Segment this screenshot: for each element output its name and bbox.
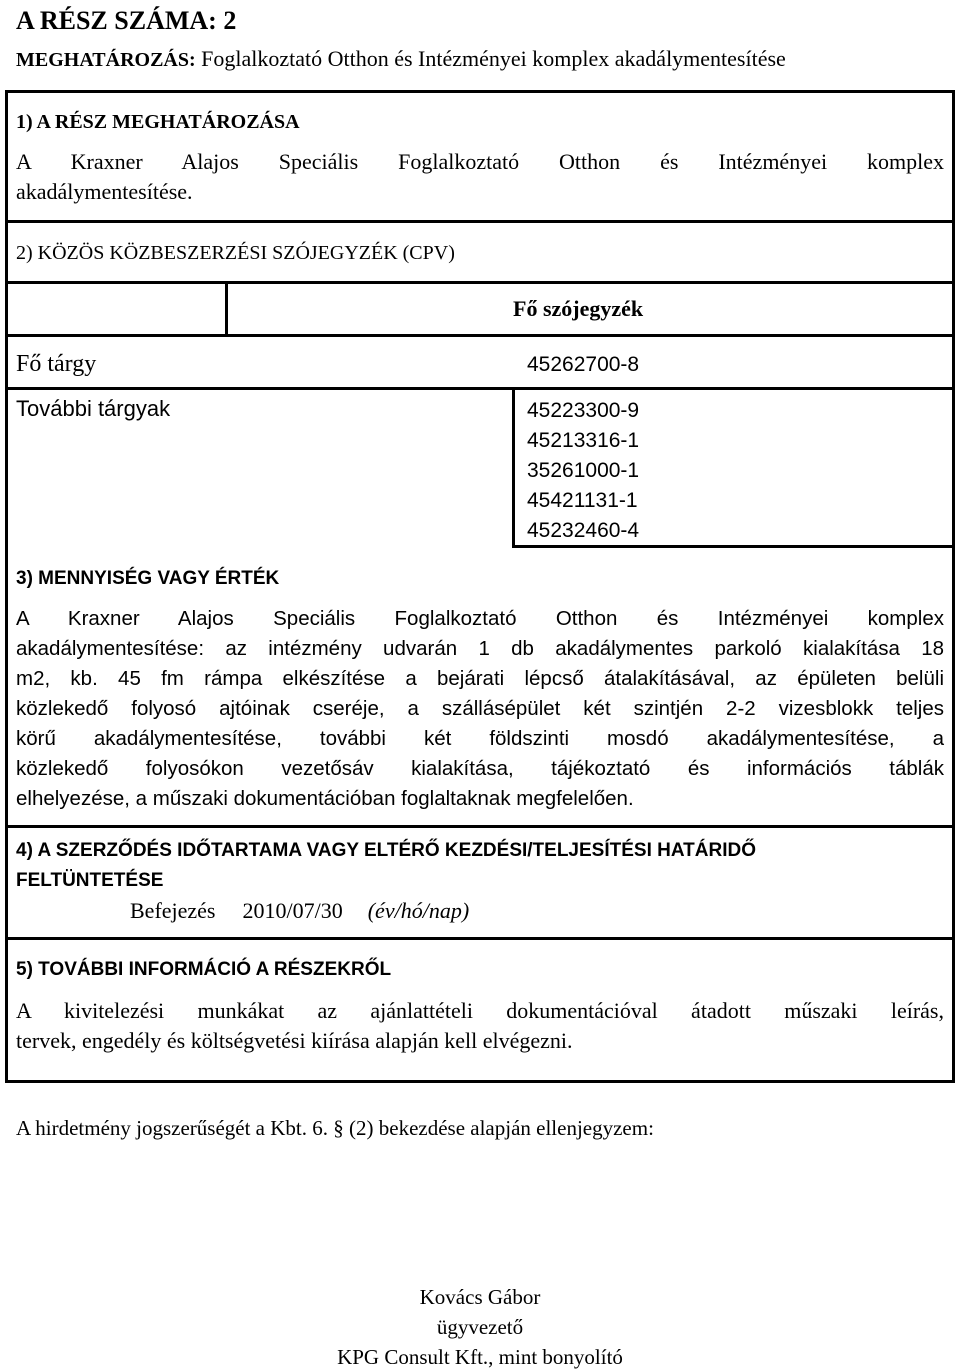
section3-line: közlekedő folyosó ajtóinak cseréje, a szállásépület két szintjén 2-2 vizesblokk teljes: [16, 697, 944, 720]
signer-name: Kovács Gábor: [419, 1285, 541, 1309]
cpv-table-header-bottom: [5, 334, 955, 337]
section4-title: 4) A SZERZŐDÉS IDŐTARTAMA VAGY ELTÉRŐ KEZDÉSI/TELJESÍTÉSI HATÁRIDŐ: [16, 840, 756, 861]
definition-label: MEGHATÁROZÁS:: [16, 49, 196, 71]
section3-line: akadálymentesítése: az intézmény udvarán 1 db akadálymentes parkoló kialakítása 18: [16, 637, 944, 660]
section3-line: körű akadálymentesítése, további két földszinti mosdó akadálymentesítése, a: [16, 727, 944, 750]
section5-title: 5) TOVÁBBI INFORMÁCIÓ A RÉSZEKRŐL: [16, 959, 392, 980]
signature-block: [0, 1282, 960, 1372]
additional-codes-list: [527, 396, 639, 546]
additional-code: 45223300-9: [527, 399, 640, 422]
section5-line2: tervek, engedély és költségvetési kiírása alapján kell elvégezni.: [16, 1028, 573, 1053]
divider-3: [5, 825, 955, 828]
cpv-table-divider: [225, 281, 228, 336]
additional-code: 45421131-1: [527, 489, 638, 512]
date-format-hint: (év/hó/nap): [367, 898, 470, 923]
completion-date-row: [130, 896, 469, 926]
additional-subjects-label: További tárgyak: [16, 396, 171, 421]
section3-line: elhelyezése, a műszaki dokumentációban foglaltaknak megfelelően.: [16, 787, 634, 810]
main-subject-label: Fő tárgy: [16, 351, 97, 377]
cpv-table-row-divider: [5, 387, 955, 390]
section3-body: [16, 604, 944, 814]
section3-line: A Kraxner Alajos Speciális Foglalkoztató Otthon és Intézményei komplex: [16, 607, 944, 630]
endorsement-statement: A hirdetmény jogszerűségét a Kbt. 6. § (2) bekezdése alapján ellenjegyzem:: [16, 1116, 654, 1140]
section1-title: 1) A RÉSZ MEGHATÁROZÁSA: [16, 111, 300, 133]
section3-title: 3) MENNYISÉG VAGY ÉRTÉK: [16, 568, 280, 589]
section3-line: közlekedő folyosókon vezetősáv kialakítása, tájékoztató és információs táblák: [16, 757, 944, 780]
completion-date: 2010/07/30: [242, 898, 343, 923]
signer-company: KPG Consult Kft., mint bonyolító: [337, 1345, 623, 1369]
definition-line: [16, 44, 786, 75]
section2-title: 2) KÖZÖS KÖZBESZERZÉSI SZÓJEGYZÉK (CPV): [16, 242, 455, 264]
cpv-column-header: Fő szójegyzék: [513, 296, 644, 321]
additional-code: 35261000-1: [527, 459, 640, 482]
part-number: A RÉSZ SZÁMA: 2: [16, 6, 237, 35]
divider-1: [5, 220, 955, 223]
section1-line2: akadálymentesítése.: [16, 179, 193, 204]
section4-title-line2: FELTÜNTETÉSE: [16, 870, 164, 891]
main-subject-code: 45262700-8: [527, 353, 640, 376]
additional-code: 45232460-4: [527, 519, 640, 542]
cpv-table-top: [5, 281, 955, 284]
section3-line: m2, kb. 45 fm rámpa elkészítése a bejárati lépcső átalakításával, az épületen belüli: [16, 667, 944, 690]
signer-title: ügyvezető: [436, 1315, 524, 1339]
additional-code: 45213316-1: [527, 429, 640, 452]
divider-4: [5, 937, 955, 940]
cpv-codes-left-border: [512, 387, 515, 547]
completion-label: Befejezés: [130, 898, 216, 923]
section5-line1: A kivitelezési munkákat az ajánlattételi dokumentációval átadott műszaki leírás,: [16, 998, 944, 1023]
section1-line1: A Kraxner Alajos Speciális Foglalkoztató Otthon és Intézményei komplex: [16, 149, 944, 174]
definition-text: Foglalkoztató Otthon és Intézményei komplex akadálymentesítése: [201, 46, 786, 71]
